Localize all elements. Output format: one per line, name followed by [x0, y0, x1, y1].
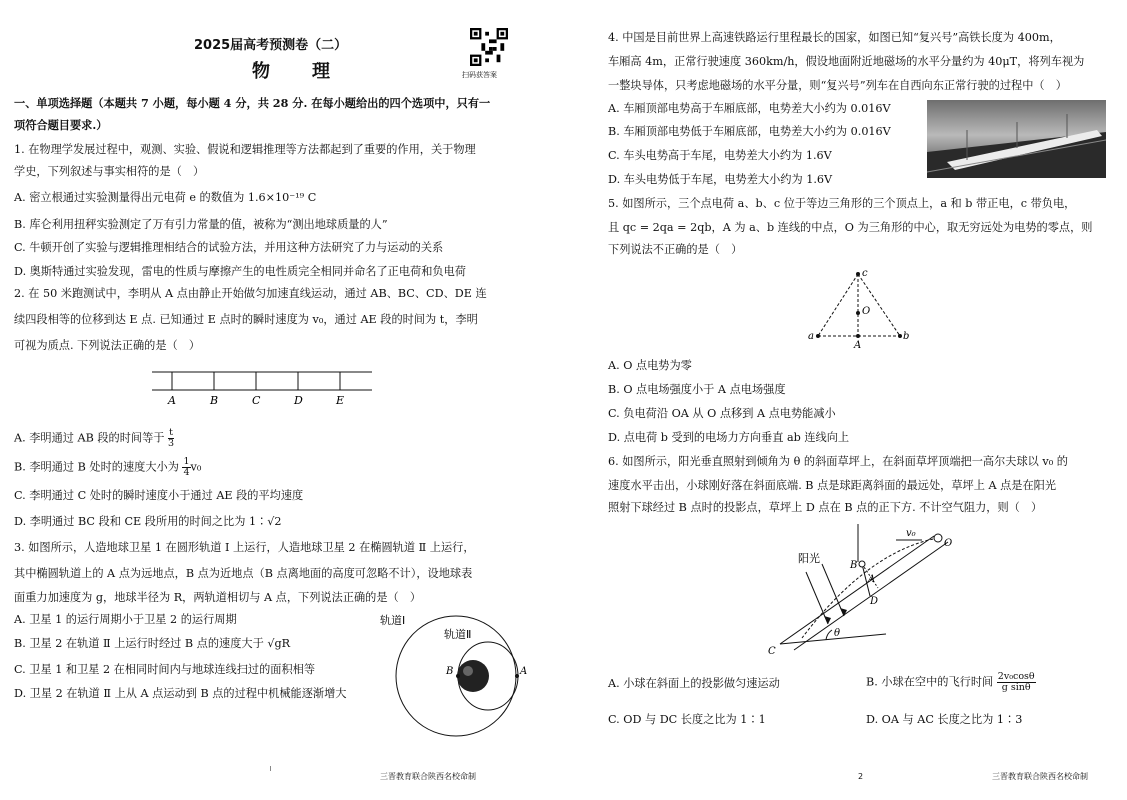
- track-diagram: [150, 364, 380, 408]
- q5-option-c[interactable]: C. 负电荷沿 OA 从 O 点移到 A 点电势能减小: [608, 407, 836, 420]
- q6-stem-line3: 照射下球经过 B 点时的投影点，草坪上 D 点在 B 点的正下方. 不计空气阻力，则（ ）: [608, 501, 1043, 514]
- point-b-label: B: [850, 560, 858, 571]
- q3-option-d[interactable]: D. 卫星 2 在轨道 Ⅱ 上从 A 点运动到 B 点的过程中机械能逐渐增大: [14, 687, 347, 700]
- q4-option-c[interactable]: C. 车头电势高于车尾，电势差大小约为 1.6V: [608, 149, 832, 162]
- track-label-c: C: [252, 394, 261, 407]
- q3-option-b[interactable]: B. 卫星 2 在轨道 Ⅱ 上运行时经过 B 点的速度大于 √gR: [14, 637, 291, 650]
- crop-mark: [270, 766, 271, 771]
- q2-stem-line3: 可视为质点. 下列说法正确的是（ ）: [14, 339, 201, 352]
- tri-label-upper-a: A: [854, 340, 862, 350]
- tri-label-a: a: [808, 331, 814, 342]
- section-heading: 一、单项选择题（本题共 7 小题，每小题 4 分，共 28 分. 在每小题给出的四个选项中，只有一: [14, 96, 491, 110]
- q3-stem-line3: 面重力加速度为 g，地球半径为 R，两轨道相切与 A 点，下列说法正确的是（ ）: [14, 591, 422, 604]
- q1-option-c[interactable]: C. 牛顿开创了实验与逻辑推理相结合的试验方法，并用这种方法研究了力与运动的关系: [14, 241, 444, 254]
- point-o-label: O: [944, 538, 953, 549]
- point-d-label: D: [870, 596, 879, 607]
- q5-option-b[interactable]: B. O 点电场强度小于 A 点电场强度: [608, 383, 786, 396]
- fraction-flight-time: $\frac{\text{2v₀cosθ}}{\text{g sinθ}}$: [997, 671, 1035, 693]
- point-b-label: B: [446, 666, 454, 677]
- right-footer: 三晋教育联合陕西名校命制: [992, 772, 1088, 781]
- track-label-e: E: [336, 394, 345, 407]
- train-photo: [927, 100, 1106, 178]
- q3-option-c[interactable]: C. 卫星 1 和卫星 2 在相同时间内与地球连线扫过的面积相等: [14, 663, 316, 676]
- q2-stem-line1: 2. 在 50 米跑测试中，李明从 A 点由静止开始做匀加速直线运动，通过 AB、BC、CD、DE 连: [14, 287, 487, 300]
- q1-option-a[interactable]: A. 密立根通过实验测量得出元电荷 e 的数值为 1.6×10⁻¹⁹ C: [14, 191, 317, 204]
- triangle-diagram: [808, 266, 918, 350]
- fraction-1-over-4: $\frac{1}{4}$: [183, 456, 190, 478]
- tri-label-o: O: [862, 306, 871, 317]
- v0-label: v₀: [906, 528, 916, 539]
- q4-stem-line1: 4. 中国是目前世界上高速铁路运行里程最长的国家，如图已知“复兴号”高铁长度为 400m，: [608, 31, 1061, 44]
- track-label-a: A: [168, 394, 176, 407]
- q6-option-c[interactable]: C. OD 与 DC 长度之比为 1∶1: [608, 713, 766, 726]
- q5-stem-line2: 且 qc = 2qa = 2qb，A 为 a、b 连线的中点，O 为三角形的中心，取无穷远处为电势的零点，则: [608, 221, 1093, 234]
- left-footer: 三晋教育联合陕西名校命制: [380, 772, 476, 781]
- q1-stem-line1: 1. 在物理学发展过程中，观测、实验、假说和逻辑推理等方法都起到了重要的作用，关于物理: [14, 143, 476, 156]
- orbit-diagram: [368, 608, 546, 740]
- q4-stem-line2: 车厢高 4m，正常行驶速度 360km/h，假设地面附近地磁场的水平分量约为 40μT，将列车视为: [608, 55, 1085, 68]
- q2-option-a[interactable]: [14, 428, 174, 449]
- q3-stem-line2: 其中椭圆轨道上的 A 点为远地点，B 点为近地点（B 点离地面的高度可忽略不计），设地球表: [14, 567, 473, 580]
- point-a-label: A: [868, 574, 876, 585]
- slope-diagram: [766, 524, 966, 664]
- q3-stem-line1: 3. 如图所示，人造地球卫星 1 在圆形轨道 Ⅰ 上运行，人造地球卫星 2 在椭圆轨道 Ⅱ 上运行，: [14, 541, 475, 554]
- qr-caption: 扫码获答案: [462, 71, 497, 79]
- q2-option-d[interactable]: D. 李明通过 BC 段和 CE 段所用的时间之比为 1∶√2: [14, 515, 282, 528]
- q6-option-d[interactable]: D. OA 与 AC 长度之比为 1∶3: [866, 713, 1023, 726]
- orbit-2-label: 轨道Ⅱ: [444, 628, 472, 641]
- q1-option-b[interactable]: B. 库仑利用扭秤实验测定了万有引力常量的值，被称为“测出地球质量的人”: [14, 218, 388, 231]
- q2-option-b[interactable]: [14, 457, 201, 478]
- q4-stem-line3: 一整块导体，只考虑地磁场的水平分量，则“复兴号”列车在自西向东正常行驶的过程中（ ）: [608, 79, 1067, 92]
- track-label-b: B: [210, 394, 219, 407]
- q6-stem-line1: 6. 如图所示，阳光垂直照射到倾角为 θ 的斜面草坪上，在斜面草坪顶端把一高尔夫球以 v₀ 的: [608, 455, 1068, 468]
- q2-option-b-text: B. 李明通过 B 处时的速度大小为: [14, 460, 179, 474]
- track-label-d: D: [294, 394, 303, 407]
- orbit-1-label: 轨道Ⅰ: [380, 614, 406, 627]
- q5-stem-line3: 下列说法不正确的是（ ）: [608, 243, 743, 256]
- q2-option-b-unit: v₀: [190, 460, 202, 474]
- q5-option-a[interactable]: A. O 点电势为零: [608, 359, 692, 372]
- q6-option-a[interactable]: A. 小球在斜面上的投影做匀速运动: [608, 677, 780, 690]
- q1-option-d[interactable]: D. 奥斯特通过实验发现，雷电的性质与摩擦产生的电性质完全相同并命名了正电荷和负电荷: [14, 265, 466, 278]
- q2-stem-line2: 续四段相等的位移到达 E 点. 已知通过 E 点时的瞬时速度为 v₀，通过 AE 段的时间为 t，李明: [14, 313, 478, 326]
- q5-option-d[interactable]: D. 点电荷 b 受到的电场力方向垂直 ab 连线向上: [608, 431, 850, 444]
- q6-option-b-text: B. 小球在空中的飞行时间: [866, 675, 994, 689]
- q6-option-b[interactable]: [866, 672, 1036, 693]
- q2-option-c[interactable]: C. 李明通过 C 处时的瞬时速度小于通过 AE 段的平均速度: [14, 489, 304, 502]
- q4-option-d[interactable]: D. 车头电势低于车尾，电势差大小约为 1.6V: [608, 173, 833, 186]
- theta-label: θ: [834, 628, 841, 639]
- point-c-label: C: [768, 646, 776, 657]
- q5-stem-line1: 5. 如图所示，三个点电荷 a、b、c 位于等边三角形的三个顶点上，a 和 b 带正电，c 带负电，: [608, 197, 1076, 210]
- q2-option-a-text: A. 李明通过 AB 段的时间等于: [14, 431, 165, 445]
- q1-stem-line2: 学史，下列叙述与事实相符的是（ ）: [14, 165, 205, 178]
- qr-code-icon[interactable]: [470, 28, 508, 66]
- tri-label-c: c: [862, 268, 868, 279]
- earth-icon: [457, 660, 489, 692]
- sunlight-label: 阳光: [798, 552, 820, 565]
- q4-option-b[interactable]: B. 车厢顶部电势低于车厢底部，电势差大小约为 0.016V: [608, 125, 891, 138]
- section-heading-cont: 项符合题目要求.）: [14, 118, 108, 132]
- point-a-label: A: [520, 666, 528, 677]
- q4-option-a[interactable]: A. 车厢顶部电势高于车厢底部，电势差大小约为 0.016V: [608, 102, 891, 115]
- q6-stem-line2: 速度水平击出，小球刚好落在斜面底端. B 点是球距离斜面的最远处，草坪上 A 点是在阳光: [608, 479, 1057, 492]
- q3-option-a[interactable]: A. 卫星 1 的运行周期小于卫星 2 的运行周期: [14, 613, 237, 626]
- exam-title: 2025届高考预测卷（二）: [194, 38, 348, 53]
- page-number: 2: [858, 772, 864, 781]
- tri-label-b: b: [903, 331, 910, 342]
- subject-title: 物 理: [252, 61, 342, 82]
- fraction-t-over-3: $\frac{t}{3}$: [168, 427, 175, 449]
